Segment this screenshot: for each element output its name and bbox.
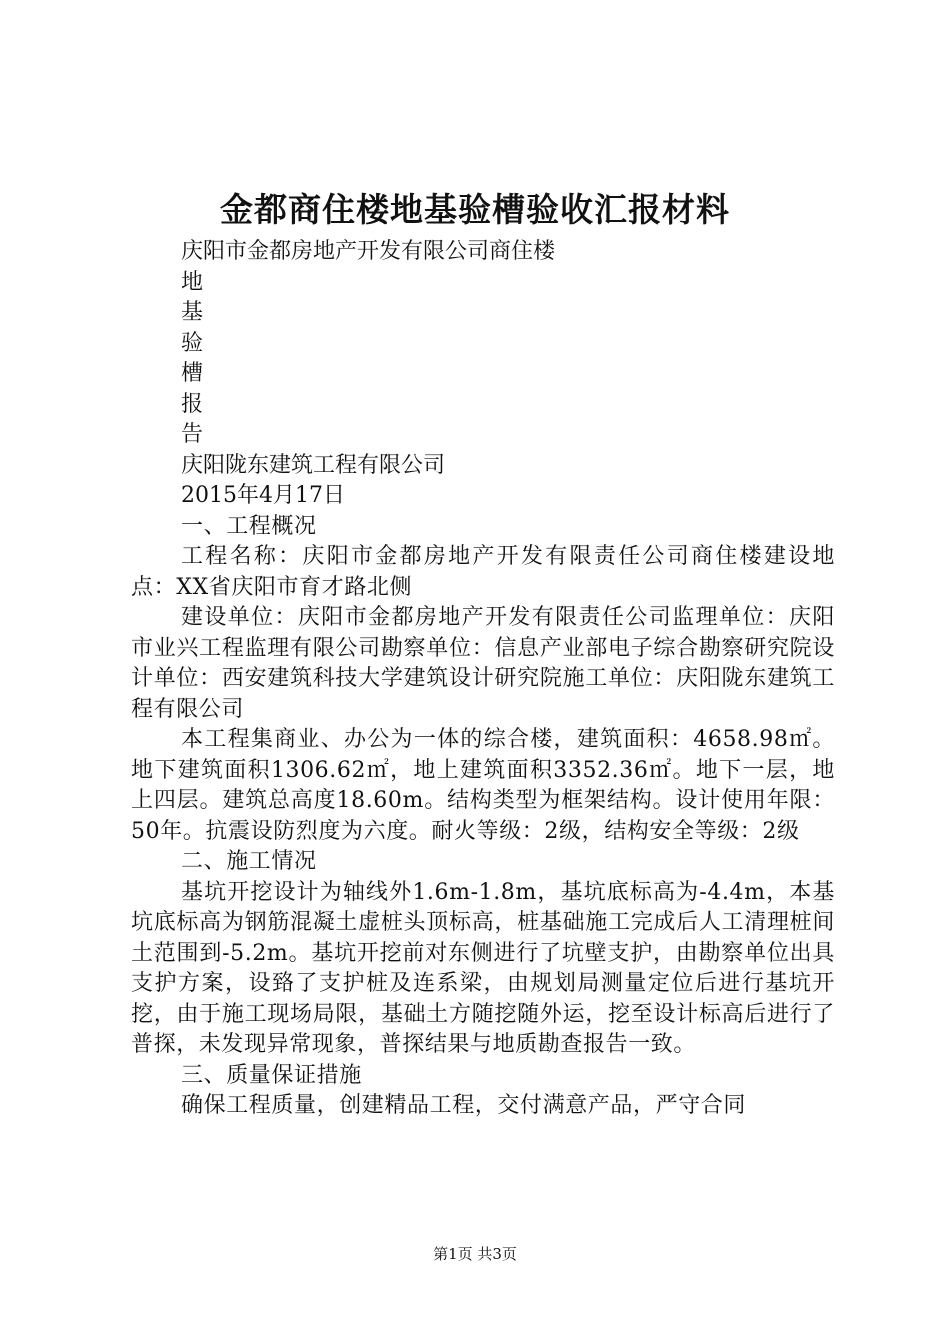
cover-contractor: 庆阳陇东建筑工程有限公司 [181, 452, 446, 478]
document-title: 金都商住楼地基验槽验收汇报材料 [220, 190, 730, 229]
paragraph-units: 建设单位：庆阳市金都房地产开发有限责任公司监理单位：庆阳市业兴工程监理有限公司勘察单位：信息产业部电子综合勘察研究院设计单位：西安建筑科技大学建筑设计研究院施工单位：庆阳陇东建筑工程有限公司 [131, 605, 835, 722]
cover-company-project: 庆阳市金都房地产开发有限公司商住楼 [181, 239, 556, 264]
cover-vertical-char: 报 [181, 391, 204, 417]
section-heading-quality: 三、质量保证措施 [181, 1062, 362, 1088]
cover-vertical-char: 地 [181, 269, 204, 295]
paragraph-building-info: 本工程集商业、办公为一体的综合楼，建筑面积：4658.98㎡。地下建筑面积1306.62㎡，地上建筑面积3352.36㎡。地下一层，地上四层。建筑总高度18.60m。结构类型为框架结构。设计使用年限：50年。抗震设防烈度为六度。耐火等级：2级，结构安全等级：2级 [131, 727, 835, 844]
cover-vertical-char: 基 [181, 300, 204, 325]
cover-vertical-char: 验 [181, 330, 204, 356]
section-heading-overview: 一、工程概况 [181, 513, 317, 539]
paragraph-project-name: 工程名称：庆阳市金都房地产开发有限责任公司商住楼建设地点：XX省庆阳市育才路北侧 [131, 544, 835, 600]
cover-vertical-char: 槽 [181, 361, 204, 386]
page-footer: 第1页 共3页 [433, 1245, 517, 1263]
cover-date: 2015年4月17日 [181, 483, 345, 508]
section-heading-construction: 二、施工情况 [181, 849, 317, 874]
paragraph-excavation: 基坑开挖设计为轴线外1.6m-1.8m，基坑底标高为-4.4m，本基坑底标高为钢筋混凝土虚桩头顶标高，桩基础施工完成后人工清理桩间土范围到-5.2m。基坑开挖前对东侧进行了坑壁支护，由勘察单位出具支护方案，设臵了支护桩及连系梁，由规划局测量定位后进行基坑开挖，由于施工现场局限，基础土方随挖随外运，挖至设计标高后进行了普探，未发现异常现象，普探结果与地质勘查报告一致。 [131, 879, 835, 1057]
document-body [131, 237, 835, 1122]
cover-vertical-char: 告 [181, 422, 204, 447]
paragraph-quality: 确保工程质量，创建精品工程，交付满意产品，严守合同 [181, 1093, 747, 1118]
